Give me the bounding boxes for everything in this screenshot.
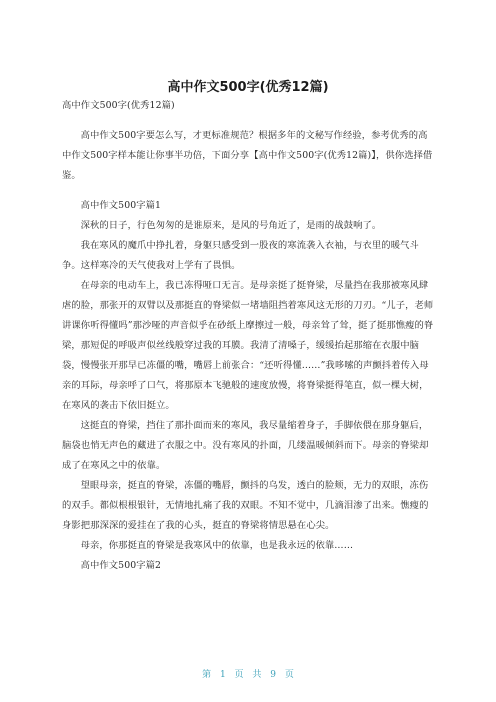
section-heading-1: 高中作文500字篇1 — [80, 200, 162, 211]
paragraph: 在母亲的电动车上，我已冻得哑口无言。是母亲挺了挺脊梁，尽量挡在我那被寒风肆虐的脸，那张开的双臂以及那挺直的脊梁似一堵墙阻挡着寒风这无形的刀刃。“儿子，老师讲课你听得懂吗”那沙哑的声音似乎在砂纸上摩擦过一般，母亲耸了耸，挺了挺那憔瘦的脊梁，那短促的呼吸声似丝线般穿过我的耳膜。我清了清嗓子，缓缓抬起那缩在衣服中脑袋，慢慢张开那早已冻僵的嘴，嘴唇上前张合：“还听得懂……”我哆嗦的声颤抖着传入母亲的耳际，母亲呼了口气，将那原本飞驰般的速度放慢，将脊梁挺得笔直，似一棵大树，在寒风的袭击下依旧挺立。 — [62, 280, 434, 411]
paragraph: 望眼母亲，挺直的脊梁，冻僵的嘴唇，颤抖的乌发，透白的脸颊，无力的双眼，冻伤的双手。都似根根银针，无情地扎痛了我的双眼。不知不觉中，几滴泪渗了出来。憔瘦的身影把那深深的爱挂在了我的心头，挺直的脊梁将情思悬在心尖。 — [62, 480, 429, 531]
paragraph: 这挺直的脊梁，挡住了那扑面而来的寒风，我尽量缩着身子，手脚依偎在那身躯后，脑袋也悄无声色的藏进了衣服之中。没有寒风的扑面，几缕温暖倾斜而下。母亲的脊梁却成了在寒风之中的依靠。 — [62, 420, 429, 471]
paragraph: 母亲，你那挺直的脊梁是我寒风中的依靠，也是我永远的依靠…… — [80, 540, 354, 551]
section-heading-2: 高中作文500字篇2 — [80, 560, 162, 571]
paragraph: 我在寒风的魔爪中挣扎着，身躯只感受到一股夜的寒流袭入衣袖，与衣里的暖气斗争。这样寒冷的天气使我对上学有了畏惧。 — [62, 240, 419, 271]
page-number-footer: 第 1 页 共 9 页 — [202, 670, 294, 680]
document-subtitle: 高中作文500字(优秀12篇) — [62, 100, 175, 111]
document-title: 高中作文500字(优秀12篇) — [167, 80, 329, 95]
paragraph: 深秋的日子，行色匆匆的是谁原来，是风的号角近了，是雨的战鼓响了。 — [80, 220, 382, 231]
intro-paragraph: 高中作文500字要怎么写，才更标准规范？根据多年的文秘写作经验，参考优秀的高中作文500字样本能让你事半功倍，下面分享【高中作文500字(优秀12篇)】，供你选择借鉴。 — [62, 130, 433, 181]
document-body — [62, 96, 434, 576]
